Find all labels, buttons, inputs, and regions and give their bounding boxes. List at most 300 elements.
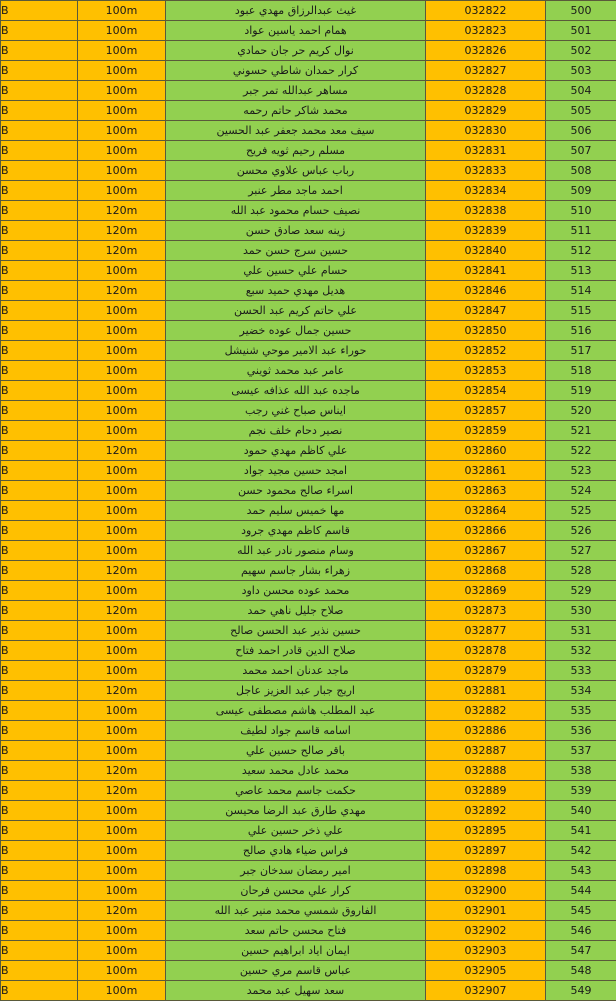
number-cell: 539	[546, 781, 616, 801]
grade-cell: B	[1, 561, 78, 581]
grade-cell: B	[1, 401, 78, 421]
grade-cell: B	[1, 881, 78, 901]
grade-cell: B	[1, 841, 78, 861]
number-cell: 526	[546, 521, 616, 541]
name-cell: صلاح الدين قادر احمد فتاح	[166, 641, 426, 661]
grade-cell: B	[1, 721, 78, 741]
table-row	[1, 961, 616, 981]
table-row	[1, 981, 616, 1001]
grade-cell: B	[1, 501, 78, 521]
distance-cell: 120m	[78, 561, 166, 581]
number-cell: 506	[546, 121, 616, 141]
distance-cell: 100m	[78, 801, 166, 821]
name-cell: مهدي طارق عبد الرضا محيسن	[166, 801, 426, 821]
name-cell: حوراء عبد الامير موحي شنيشل	[166, 341, 426, 361]
table-body	[1, 1, 616, 1001]
grade-cell: B	[1, 861, 78, 881]
name-cell: امير رمضان سدخان جبر	[166, 861, 426, 881]
name-cell: محمد عادل محمد سعيد	[166, 761, 426, 781]
number-cell: 534	[546, 681, 616, 701]
name-cell: امجد حسين مجيد جواد	[166, 461, 426, 481]
code-cell: 032903	[426, 941, 546, 961]
grade-cell: B	[1, 781, 78, 801]
number-cell: 519	[546, 381, 616, 401]
grade-cell: B	[1, 981, 78, 1001]
table-row	[1, 861, 616, 881]
grade-cell: B	[1, 961, 78, 981]
table-row	[1, 701, 616, 721]
grade-cell: B	[1, 441, 78, 461]
table-row	[1, 121, 616, 141]
name-cell: زهراء بشار جاسم سهيم	[166, 561, 426, 581]
distance-cell: 100m	[78, 641, 166, 661]
distance-cell: 100m	[78, 701, 166, 721]
number-cell: 500	[546, 1, 616, 21]
distance-cell: 120m	[78, 281, 166, 301]
number-cell: 511	[546, 221, 616, 241]
distance-cell: 100m	[78, 141, 166, 161]
table-row	[1, 561, 616, 581]
distance-cell: 100m	[78, 581, 166, 601]
grade-cell: B	[1, 381, 78, 401]
code-cell: 032877	[426, 621, 546, 641]
code-cell: 032879	[426, 661, 546, 681]
grade-cell: B	[1, 521, 78, 541]
distance-cell: 120m	[78, 681, 166, 701]
distance-cell: 100m	[78, 621, 166, 641]
number-cell: 537	[546, 741, 616, 761]
code-cell: 032886	[426, 721, 546, 741]
number-cell: 516	[546, 321, 616, 341]
table-row	[1, 901, 616, 921]
number-cell: 541	[546, 821, 616, 841]
code-cell: 032834	[426, 181, 546, 201]
number-cell: 508	[546, 161, 616, 181]
table-row	[1, 781, 616, 801]
distance-cell: 100m	[78, 121, 166, 141]
name-cell: ايناس صباح غني رجب	[166, 401, 426, 421]
table-row	[1, 501, 616, 521]
number-cell: 527	[546, 541, 616, 561]
code-cell: 032852	[426, 341, 546, 361]
code-cell: 032838	[426, 201, 546, 221]
table-row	[1, 601, 616, 621]
name-cell: عامر عبد محمد ثويني	[166, 361, 426, 381]
table-row	[1, 441, 616, 461]
name-cell: الفاروق شمسي محمد منير عبد الله	[166, 901, 426, 921]
distance-cell: 100m	[78, 301, 166, 321]
table-row	[1, 661, 616, 681]
grade-cell: B	[1, 1, 78, 21]
number-cell: 548	[546, 961, 616, 981]
name-cell: همام احمد ياسين عواد	[166, 21, 426, 41]
number-cell: 504	[546, 81, 616, 101]
number-cell: 512	[546, 241, 616, 261]
table-row	[1, 481, 616, 501]
grade-cell: B	[1, 541, 78, 561]
code-cell: 032882	[426, 701, 546, 721]
number-cell: 524	[546, 481, 616, 501]
code-cell: 032892	[426, 801, 546, 821]
name-cell: كرار حمدان شاطي حسوني	[166, 61, 426, 81]
code-cell: 032853	[426, 361, 546, 381]
grade-cell: B	[1, 901, 78, 921]
grade-cell: B	[1, 81, 78, 101]
code-cell: 032907	[426, 981, 546, 1001]
distance-cell: 100m	[78, 501, 166, 521]
grade-cell: B	[1, 61, 78, 81]
name-cell: هديل مهدي حميد سبع	[166, 281, 426, 301]
number-cell: 528	[546, 561, 616, 581]
grade-cell: B	[1, 121, 78, 141]
grade-cell: B	[1, 701, 78, 721]
distance-cell: 100m	[78, 341, 166, 361]
code-cell: 032895	[426, 821, 546, 841]
table-row	[1, 221, 616, 241]
table-row	[1, 941, 616, 961]
code-cell: 032831	[426, 141, 546, 161]
number-cell: 521	[546, 421, 616, 441]
name-cell: غيث عبدالرزاق مهدي عبود	[166, 1, 426, 21]
grade-cell: B	[1, 801, 78, 821]
number-cell: 540	[546, 801, 616, 821]
number-cell: 514	[546, 281, 616, 301]
number-cell: 515	[546, 301, 616, 321]
code-cell: 032887	[426, 741, 546, 761]
code-cell: 032898	[426, 861, 546, 881]
distance-cell: 100m	[78, 921, 166, 941]
grade-cell: B	[1, 941, 78, 961]
grade-cell: B	[1, 621, 78, 641]
distance-cell: 100m	[78, 101, 166, 121]
name-cell: نصيف حسام محمود عبد الله	[166, 201, 426, 221]
number-cell: 522	[546, 441, 616, 461]
table-row	[1, 261, 616, 281]
distance-cell: 100m	[78, 961, 166, 981]
grade-cell: B	[1, 921, 78, 941]
code-cell: 032859	[426, 421, 546, 441]
table-row	[1, 321, 616, 341]
name-cell: نصير دحام خلف نجم	[166, 421, 426, 441]
name-cell: محمد شاكر حاتم رحمه	[166, 101, 426, 121]
grade-cell: B	[1, 581, 78, 601]
number-cell: 545	[546, 901, 616, 921]
distance-cell: 100m	[78, 821, 166, 841]
name-cell: مسلم رحيم ثويه فريح	[166, 141, 426, 161]
name-cell: باقر صالح حسين علي	[166, 741, 426, 761]
grade-cell: B	[1, 341, 78, 361]
table-row	[1, 81, 616, 101]
distance-cell: 100m	[78, 61, 166, 81]
number-cell: 533	[546, 661, 616, 681]
name-cell: سعد سهيل عبد محمد	[166, 981, 426, 1001]
distance-cell: 100m	[78, 421, 166, 441]
name-cell: فتاح محسن حاتم سعد	[166, 921, 426, 941]
distance-cell: 100m	[78, 661, 166, 681]
name-cell: اسراء صالح محمود حسن	[166, 481, 426, 501]
distance-cell: 120m	[78, 601, 166, 621]
distance-cell: 100m	[78, 361, 166, 381]
code-cell: 032833	[426, 161, 546, 181]
distance-cell: 100m	[78, 81, 166, 101]
code-cell: 032863	[426, 481, 546, 501]
number-cell: 546	[546, 921, 616, 941]
number-cell: 529	[546, 581, 616, 601]
number-cell: 549	[546, 981, 616, 1001]
distance-cell: 100m	[78, 541, 166, 561]
grade-cell: B	[1, 21, 78, 41]
table-row	[1, 101, 616, 121]
grade-cell: B	[1, 821, 78, 841]
name-cell: فراس ضياء هادي صالح	[166, 841, 426, 861]
code-cell: 032888	[426, 761, 546, 781]
distance-cell: 100m	[78, 181, 166, 201]
distance-cell: 100m	[78, 481, 166, 501]
number-cell: 543	[546, 861, 616, 881]
code-cell: 032860	[426, 441, 546, 461]
distance-cell: 100m	[78, 261, 166, 281]
code-cell: 032841	[426, 261, 546, 281]
distance-cell: 120m	[78, 221, 166, 241]
distance-cell: 100m	[78, 521, 166, 541]
distance-cell: 100m	[78, 461, 166, 481]
code-cell: 032840	[426, 241, 546, 261]
code-cell: 032829	[426, 101, 546, 121]
number-cell: 535	[546, 701, 616, 721]
number-cell: 523	[546, 461, 616, 481]
table-row	[1, 841, 616, 861]
table-row	[1, 881, 616, 901]
name-cell: زينه سعد صادق حسن	[166, 221, 426, 241]
number-cell: 544	[546, 881, 616, 901]
number-cell: 503	[546, 61, 616, 81]
name-cell: محمد عوده محسن داود	[166, 581, 426, 601]
name-cell: حسين جمال عوده خضير	[166, 321, 426, 341]
code-cell: 032854	[426, 381, 546, 401]
table-row	[1, 521, 616, 541]
distance-cell: 100m	[78, 721, 166, 741]
grade-cell: B	[1, 281, 78, 301]
table-row	[1, 41, 616, 61]
name-cell: علي كاظم مهدي حمود	[166, 441, 426, 461]
name-cell: اسامه قاسم جواد لطيف	[166, 721, 426, 741]
grade-cell: B	[1, 221, 78, 241]
code-cell: 032878	[426, 641, 546, 661]
table-row	[1, 741, 616, 761]
code-cell: 032864	[426, 501, 546, 521]
distance-cell: 100m	[78, 1, 166, 21]
distance-cell: 120m	[78, 781, 166, 801]
distance-cell: 120m	[78, 201, 166, 221]
number-cell: 507	[546, 141, 616, 161]
number-cell: 513	[546, 261, 616, 281]
table-row	[1, 801, 616, 821]
grade-cell: B	[1, 421, 78, 441]
grade-cell: B	[1, 681, 78, 701]
code-cell: 032826	[426, 41, 546, 61]
code-cell: 032881	[426, 681, 546, 701]
name-cell: عباس قاسم مري حسين	[166, 961, 426, 981]
table-row	[1, 541, 616, 561]
name-cell: حكمت جاسم محمد عاصي	[166, 781, 426, 801]
number-cell: 502	[546, 41, 616, 61]
distance-cell: 100m	[78, 401, 166, 421]
code-cell: 032869	[426, 581, 546, 601]
code-cell: 032839	[426, 221, 546, 241]
distance-cell: 100m	[78, 941, 166, 961]
number-cell: 518	[546, 361, 616, 381]
grade-cell: B	[1, 321, 78, 341]
code-cell: 032902	[426, 921, 546, 941]
grade-cell: B	[1, 461, 78, 481]
name-cell: رباب عباس علاوي محسن	[166, 161, 426, 181]
code-cell: 032830	[426, 121, 546, 141]
number-cell: 530	[546, 601, 616, 621]
table-row	[1, 61, 616, 81]
table-row	[1, 721, 616, 741]
name-cell: كرار علي محسن فرحان	[166, 881, 426, 901]
code-cell: 032861	[426, 461, 546, 481]
table-row	[1, 161, 616, 181]
grade-cell: B	[1, 601, 78, 621]
name-cell: قاسم كاظم مهدي جرود	[166, 521, 426, 541]
distance-cell: 100m	[78, 21, 166, 41]
grade-cell: B	[1, 181, 78, 201]
code-cell: 032866	[426, 521, 546, 541]
name-cell: مساهر عبدالله تمر جبر	[166, 81, 426, 101]
code-cell: 032827	[426, 61, 546, 81]
grade-cell: B	[1, 141, 78, 161]
grade-cell: B	[1, 761, 78, 781]
table-row	[1, 1, 616, 21]
distance-cell: 100m	[78, 981, 166, 1001]
name-cell: حسين سرج حسن حمد	[166, 241, 426, 261]
code-cell: 032857	[426, 401, 546, 421]
name-cell: ماجد عدنان احمد محمد	[166, 661, 426, 681]
number-cell: 531	[546, 621, 616, 641]
table-row	[1, 401, 616, 421]
code-cell: 032873	[426, 601, 546, 621]
grade-cell: B	[1, 361, 78, 381]
grade-cell: B	[1, 101, 78, 121]
grade-cell: B	[1, 41, 78, 61]
number-cell: 542	[546, 841, 616, 861]
table-row	[1, 181, 616, 201]
table-row	[1, 681, 616, 701]
distance-cell: 100m	[78, 321, 166, 341]
name-cell: علي حاتم كريم عبد الحسن	[166, 301, 426, 321]
name-cell: ماجده عبد الله عذافه عيسى	[166, 381, 426, 401]
distance-cell: 120m	[78, 441, 166, 461]
code-cell: 032850	[426, 321, 546, 341]
distance-cell: 100m	[78, 861, 166, 881]
grade-cell: B	[1, 301, 78, 321]
code-cell: 032822	[426, 1, 546, 21]
grade-cell: B	[1, 161, 78, 181]
name-cell: صلاح جليل ناهي حمد	[166, 601, 426, 621]
distance-cell: 100m	[78, 381, 166, 401]
distance-cell: 100m	[78, 741, 166, 761]
number-cell: 510	[546, 201, 616, 221]
code-cell: 032889	[426, 781, 546, 801]
table-row	[1, 581, 616, 601]
code-cell: 032905	[426, 961, 546, 981]
code-cell: 032828	[426, 81, 546, 101]
grade-cell: B	[1, 641, 78, 661]
name-cell: عبد المطلب هاشم مصطفى عيسى	[166, 701, 426, 721]
name-cell: اريج جبار عبد العزيز عاجل	[166, 681, 426, 701]
table-row	[1, 921, 616, 941]
grade-cell: B	[1, 741, 78, 761]
grade-cell: B	[1, 661, 78, 681]
name-cell: حسام علي حسين علي	[166, 261, 426, 281]
grade-cell: B	[1, 201, 78, 221]
number-cell: 509	[546, 181, 616, 201]
name-cell: وسام منصور نادر عبد الله	[166, 541, 426, 561]
number-cell: 538	[546, 761, 616, 781]
grade-cell: B	[1, 481, 78, 501]
table-row	[1, 141, 616, 161]
table-row	[1, 281, 616, 301]
table-row	[1, 821, 616, 841]
code-cell: 032846	[426, 281, 546, 301]
code-cell: 032897	[426, 841, 546, 861]
number-cell: 505	[546, 101, 616, 121]
name-cell: احمد ماجد مطر عنبر	[166, 181, 426, 201]
number-cell: 501	[546, 21, 616, 41]
number-cell: 536	[546, 721, 616, 741]
number-cell: 525	[546, 501, 616, 521]
name-cell: سيف معد محمد جعفر عبد الحسين	[166, 121, 426, 141]
table-row	[1, 341, 616, 361]
grade-cell: B	[1, 261, 78, 281]
distance-cell: 100m	[78, 841, 166, 861]
number-cell: 547	[546, 941, 616, 961]
name-cell: ايمان اياد ابراهيم حسين	[166, 941, 426, 961]
table-row	[1, 641, 616, 661]
table-row	[1, 21, 616, 41]
table-row	[1, 421, 616, 441]
code-cell: 032901	[426, 901, 546, 921]
grade-cell: B	[1, 241, 78, 261]
number-cell: 532	[546, 641, 616, 661]
number-cell: 517	[546, 341, 616, 361]
table-row	[1, 241, 616, 261]
table-row	[1, 381, 616, 401]
table-row	[1, 621, 616, 641]
table-row	[1, 301, 616, 321]
name-cell: نوال كريم حر جان حمادي	[166, 41, 426, 61]
distance-cell: 100m	[78, 881, 166, 901]
code-cell: 032900	[426, 881, 546, 901]
name-cell: مها خميس سليم حمد	[166, 501, 426, 521]
code-cell: 032868	[426, 561, 546, 581]
distance-cell: 100m	[78, 41, 166, 61]
name-cell: علي ذخر حسين علي	[166, 821, 426, 841]
name-cell: حسين نذير عبد الحسن صالح	[166, 621, 426, 641]
table-row	[1, 461, 616, 481]
code-cell: 032867	[426, 541, 546, 561]
table-row	[1, 361, 616, 381]
number-cell: 520	[546, 401, 616, 421]
code-cell: 032847	[426, 301, 546, 321]
distance-cell: 100m	[78, 161, 166, 181]
code-cell: 032823	[426, 21, 546, 41]
distance-cell: 120m	[78, 761, 166, 781]
table-row	[1, 201, 616, 221]
table-row	[1, 761, 616, 781]
distance-cell: 120m	[78, 901, 166, 921]
